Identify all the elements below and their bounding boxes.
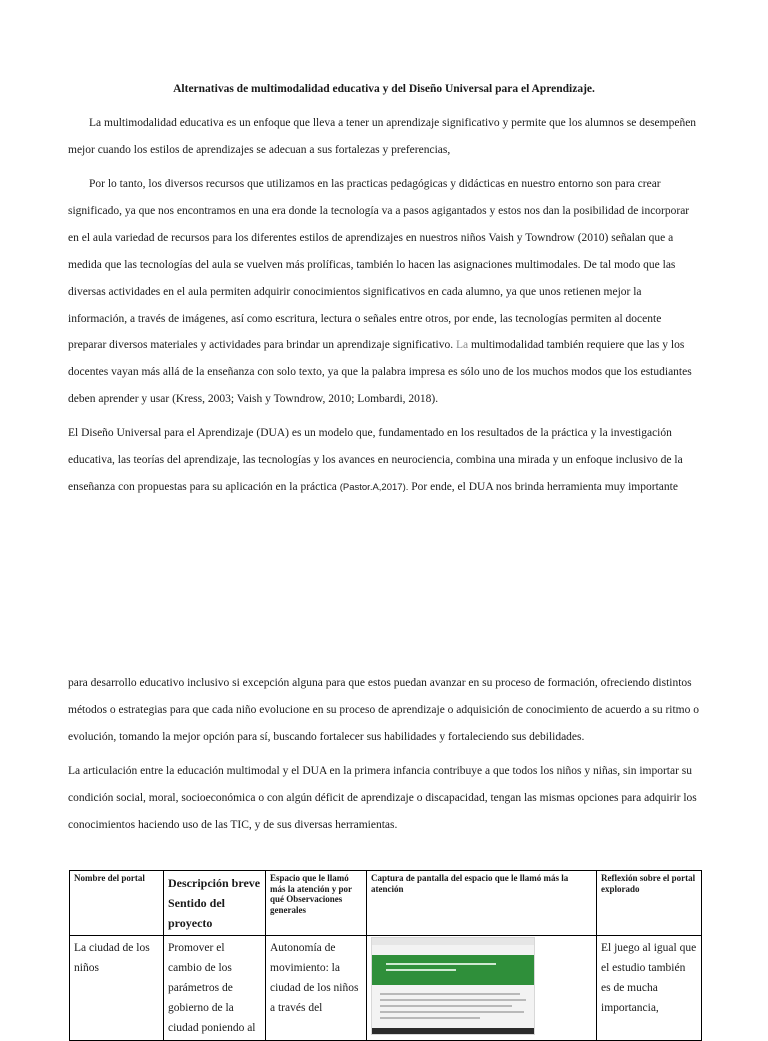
banner-line <box>386 963 496 965</box>
header-portal-name: Nombre del portal <box>70 871 164 936</box>
header-description: Descripción breve Sentido del proyecto <box>164 871 266 936</box>
text-line <box>380 993 520 995</box>
browser-bar <box>372 938 534 945</box>
paragraph-5-text: La articulación entre la educación multimodal y el DUA en la primera infancia contribuye a que todos los niños y niñas, sin importar su condición social, moral, socioeconómica o con algún déficit de aprendizaje o discapacidad, tengan las mismas opciones para adquirir los conocimientos haciendo uso de las TIC, y de sus diversas herramientas. <box>68 765 697 831</box>
taskbar <box>372 1028 534 1034</box>
header-space: Espacio que le llamó más la atención y por qué Observaciones generales <box>266 871 367 936</box>
text-line <box>380 999 526 1001</box>
paragraph-4 <box>68 670 702 751</box>
text-line <box>380 1005 512 1007</box>
paragraph-1-text: La multimodalidad educativa es un enfoque que lleva a tener un aprendizaje significativo y permite que los alumnos se desempeñen mejor cuando los estilos de aprendizajes se adecuan a sus fortalezas y preferencias, <box>68 117 697 156</box>
paragraph-2-text-c: multimodalidad también requiere que las y los docentes vayan más allá de la enseñanza con solo texto, ya que la palabra impresa es sólo uno de los muchos modos que los estudiantes deben aprender y usar (Kress, 2003; Vaish y Towndrow, 2010; Lombardi, 2018). <box>68 339 692 406</box>
cell-reflection: El juego al igual que el estudio también es de mucha importancia, <box>597 936 702 1041</box>
portal-table <box>69 870 702 1041</box>
paragraph-3 <box>68 420 702 502</box>
text-line <box>380 1011 524 1013</box>
banner-line <box>386 969 456 971</box>
paragraph-3-text-b: Por ende, el DUA nos brinda herramienta muy importante <box>411 480 678 493</box>
paragraph-5 <box>68 758 702 839</box>
paragraph-2-muted-word: La <box>455 339 469 352</box>
table-header-row <box>70 871 702 936</box>
paragraph-3-text-a: El Diseño Universal para el Aprendizaje (DUA) es un modelo que, fundamentado en los resultados de la práctica y la investigación educativa, las teorías del aprendizaje, las tecnologías y los avances en neurociencia, combina una mirada y un enfoque inclusivo de la enseñanza con propuestas para su aplicación en la práctica <box>68 427 683 493</box>
table-row <box>70 936 702 1041</box>
cell-description: Promover el cambio de los parámetros de gobierno de la ciudad poniendo al <box>164 936 266 1041</box>
paragraph-4-text: para desarrollo educativo inclusivo si excepción alguna para que estos puedan avanzar en su proceso de formación, ofreciendo distintos métodos o estrategias para que cada niño evolucione en su proceso de aprendizaje o adquisición de conocimiento de acuerdo a su ritmo o evolución, tomando la mejor opción para sí, buscando fortalecer sus habilidades y fortaleciendo sus debilidades. <box>68 677 700 743</box>
document-title: Alternativas de multimodalidad educativa y del Diseño Universal para el Aprendizaje. <box>173 83 595 95</box>
text-line <box>380 1017 480 1019</box>
paragraph-1 <box>68 110 702 164</box>
header-reflection: Reflexión sobre el portal explorado <box>597 871 702 936</box>
cell-screenshot <box>367 936 597 1041</box>
cell-portal-name: La ciudad de los niños <box>70 936 164 1041</box>
header-screenshot: Captura de pantalla del espacio que le llamó más la atención <box>367 871 597 936</box>
portal-screenshot-image <box>371 937 535 1035</box>
paragraph-2-text-a: Por lo tanto, los diversos recursos que utilizamos en las practicas pedagógicas y didácticas en nuestro entorno son para crear significado, ya que nos encontramos en una era donde la tecnología va a pasos agigantados y estos nos dan la posibilidad de incorporar en el aula variedad de recursos para los diferentes estilos de aprendizajes en nuestros niños Vaish y Towndrow (2010) señalan que a medida que las tecnologías del aula se vuelven más prolíficas, también lo hacen las asignaciones multimodales. De tal modo que las diversas actividades en el aula permiten adquirir conocimientos significativos en cada alumno, ya que unos retienen mejor la información, a través de imágenes, así como escritura, lectura o señales entre otros, por ende, las tecnologías permiten al docente preparar diversos materiales y actividades para brindar un aprendizaje significativo. <box>68 178 690 352</box>
citation-pastor: (Pastor.A,2017). <box>339 481 409 493</box>
cell-space: Autonomía de movimiento: la ciudad de los niños a través del <box>266 936 367 1041</box>
paragraph-2 <box>68 171 702 413</box>
